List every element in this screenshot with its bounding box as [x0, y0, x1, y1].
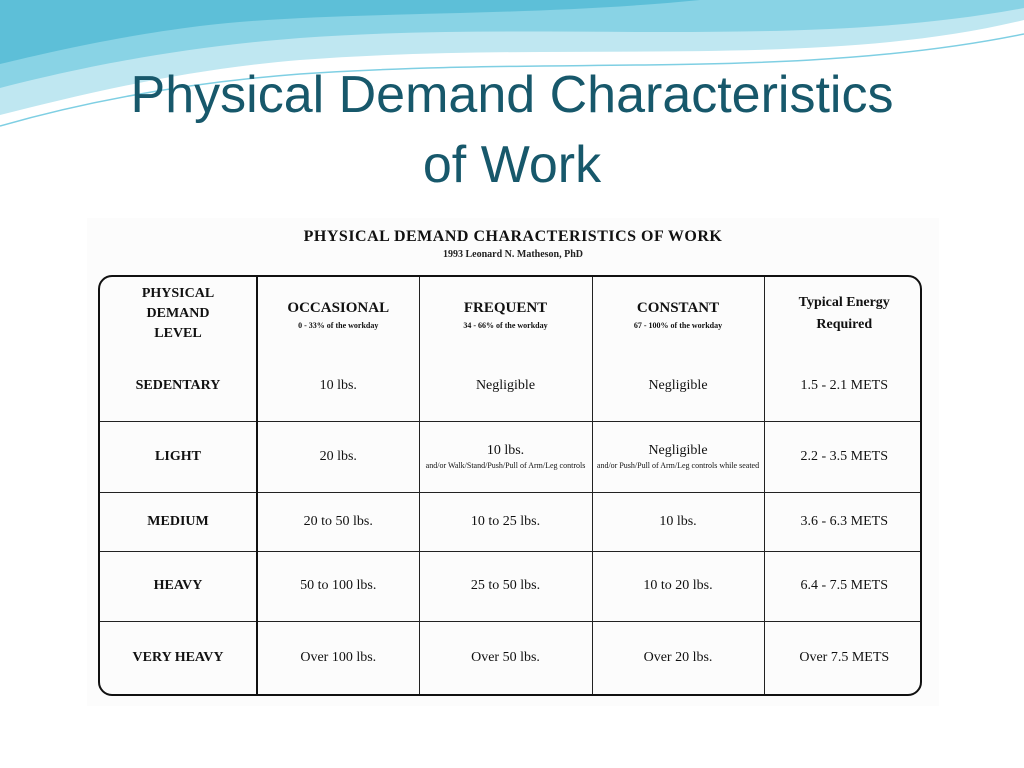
- header-frequent-name: FREQUENT: [463, 299, 548, 316]
- frequent-value: 10 to 25 lbs.: [470, 513, 541, 529]
- header-occasional: [257, 277, 419, 351]
- frequent-cell: [419, 551, 592, 621]
- frequent-cell: [419, 351, 592, 421]
- frequent-value: 10 lbs.: [486, 442, 525, 458]
- header-energy-line2: Required: [816, 317, 873, 332]
- constant-cell: [592, 492, 764, 551]
- header-demand-level-line3: LEVEL: [154, 326, 202, 341]
- constant-value: Over 20 lbs.: [643, 649, 713, 665]
- header-constant: [592, 277, 764, 351]
- table-row: [100, 621, 922, 694]
- table-row: [100, 551, 922, 621]
- frequent-value: 25 to 50 lbs.: [470, 578, 541, 593]
- energy-cell: 3.6 - 6.3 METS: [764, 492, 922, 551]
- table-header-row: [100, 277, 922, 351]
- occasional-cell: 10 lbs.: [257, 351, 419, 421]
- constant-note: and/or Push/Pull of Arm/Leg controls while seated: [596, 460, 760, 470]
- occasional-cell: 20 to 50 lbs.: [257, 492, 419, 551]
- row-level-cell: VERY HEAVY: [100, 621, 257, 694]
- header-constant-name: CONSTANT: [636, 299, 720, 316]
- header-frequent-range: 34 - 66% of the workday: [463, 320, 548, 330]
- constant-value: Negligible: [648, 377, 708, 393]
- occasional-cell: Over 100 lbs.: [257, 621, 419, 694]
- header-demand-level: [100, 277, 257, 351]
- header-constant-range: 67 - 100% of the workday: [633, 320, 723, 330]
- frequent-cell: [419, 621, 592, 694]
- header-occasional-range: 0 - 33% of the workday: [298, 320, 379, 330]
- row-level-cell: HEAVY: [100, 551, 257, 621]
- frequent-value: Negligible: [475, 377, 536, 393]
- occasional-cell: 20 lbs.: [257, 421, 419, 492]
- frequent-cell: [419, 492, 592, 551]
- slide-title-line2: of Work: [422, 136, 602, 194]
- frequent-cell: [419, 421, 592, 492]
- document-title: PHYSICAL DEMAND CHARACTERISTICS OF WORK: [303, 228, 723, 245]
- slide-title: [0, 60, 1024, 200]
- scanned-table-document: [87, 218, 939, 706]
- energy-cell: 6.4 - 7.5 METS: [764, 551, 922, 621]
- energy-cell: Over 7.5 METS: [764, 621, 922, 694]
- table-frame: [98, 275, 922, 696]
- table-row: [100, 492, 922, 551]
- slide-title-line1: Physical Demand Characteristics: [130, 66, 894, 124]
- header-frequent: [419, 277, 592, 351]
- header-occasional-name: OCCASIONAL: [287, 299, 390, 316]
- table-row: [100, 351, 922, 421]
- document-subtitle: 1993 Leonard N. Matheson, PhD: [442, 249, 583, 260]
- constant-value: 10 to 20 lbs.: [643, 578, 713, 593]
- energy-cell: 1.5 - 2.1 METS: [764, 351, 922, 421]
- header-energy-line1: Typical Energy: [798, 295, 890, 310]
- constant-value: Negligible: [648, 442, 708, 458]
- row-level-cell: MEDIUM: [100, 492, 257, 551]
- energy-cell: 2.2 - 3.5 METS: [764, 421, 922, 492]
- header-demand-level-line2: DEMAND: [146, 306, 210, 321]
- constant-cell: [592, 551, 764, 621]
- row-level-cell: LIGHT: [100, 421, 257, 492]
- constant-cell: [592, 621, 764, 694]
- frequent-note: and/or Walk/Stand/Push/Pull of Arm/Leg controls: [425, 460, 586, 470]
- demand-table: [100, 277, 922, 694]
- row-level-cell: SEDENTARY: [100, 351, 257, 421]
- constant-cell: [592, 421, 764, 492]
- constant-value: 10 lbs.: [659, 513, 697, 529]
- header-demand-level-line1: PHYSICAL: [141, 286, 215, 301]
- table-row: [100, 421, 922, 492]
- constant-cell: [592, 351, 764, 421]
- frequent-value: Over 50 lbs.: [471, 649, 540, 665]
- header-energy: [764, 277, 922, 351]
- occasional-cell: 50 to 100 lbs.: [257, 551, 419, 621]
